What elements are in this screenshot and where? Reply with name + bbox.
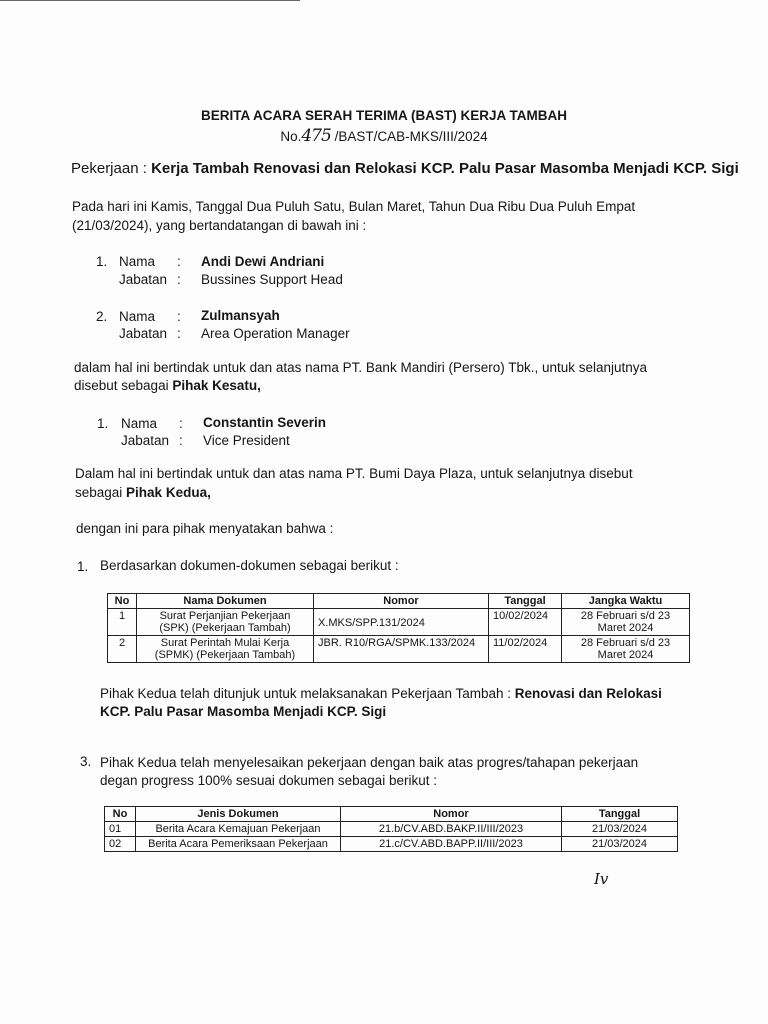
pihak-kedua: Pihak Kedua, [126, 485, 211, 500]
table-header-row [105, 807, 678, 822]
cell-text: Maret 2024 [597, 622, 654, 634]
column-header: Jangka Waktu [562, 594, 690, 609]
document-number-handwritten: 475 [301, 126, 331, 146]
pekerjaan-value: Kerja Tambah Renovasi dan Relokasi KCP. Palu Pasar Masomba Menjadi KCP. Sigi [151, 160, 739, 177]
cell-tanggal: 21/03/2024 [562, 837, 678, 852]
cell-text: (SPMK) (Pekerjaan Tambah) [154, 649, 296, 661]
first-party-text-line-2 [74, 378, 261, 393]
point-number: 3. [80, 754, 92, 769]
colon: : [177, 309, 181, 324]
party-number: 1. [97, 416, 109, 431]
nama-label: Nama [119, 254, 156, 269]
first-party-text-prefix: disebut sebagai [74, 378, 173, 393]
cell-jenis-dokumen: Berita Acara Kemajuan Pekerjaan [136, 822, 341, 837]
document-title: BERITA ACARA SERAH TERIMA (BAST) KERJA TAMBAH [201, 108, 567, 123]
point-1-after-bold: Renovasi dan Relokasi [514, 686, 662, 701]
cell-text: (SPK) (Pekerjaan Tambah) [159, 622, 291, 634]
cell-no: 01 [105, 822, 136, 837]
intro-line-2: (21/03/2024), yang bertandatangan di bawah ini : [72, 218, 367, 233]
column-header: No [105, 807, 136, 822]
colon: : [177, 326, 181, 341]
cell-tanggal: 21/03/2024 [562, 822, 678, 837]
cell-nomor: JBR. R10/RGA/SPMK.133/2024 [314, 636, 489, 663]
column-header: Nomor [314, 594, 489, 609]
party-position: Bussines Support Head [201, 272, 343, 287]
cell-tanggal: 10/02/2024 [489, 609, 562, 636]
nama-label: Nama [119, 309, 156, 324]
cell-no: 02 [105, 837, 136, 852]
pekerjaan-line [71, 160, 739, 177]
colon: : [179, 416, 183, 431]
cell-no: 1 [108, 609, 137, 636]
cell-text: 28 Februari s/d 23 [580, 637, 671, 649]
party-number: 2. [96, 309, 108, 324]
cell-jangka-waktu [562, 609, 690, 636]
table-row [108, 636, 690, 663]
column-header: Nomor [341, 807, 562, 822]
nama-label: Nama [121, 416, 158, 431]
document-number-prefix: No. [280, 129, 302, 144]
cell-nama-dokumen [137, 636, 314, 663]
cell-nomor: 21.c/CV.ABD.BAPP.II/III/2023 [341, 837, 562, 852]
cell-text: Surat Perjanjian Pekerjaan [159, 610, 291, 622]
cell-no: 2 [108, 636, 137, 663]
jabatan-label: Jabatan [119, 272, 168, 287]
jabatan-label: Jabatan [119, 326, 168, 341]
cell-text: Surat Perintah Mulai Kerja [160, 637, 290, 649]
intro-line-1: Pada hari ini Kamis, Tanggal Dua Puluh Satu, Bulan Maret, Tahun Dua Ribu Dua Puluh Empat [72, 199, 636, 214]
colon: : [177, 272, 181, 287]
point-3-line-2: degan progress 100% sesuai dokumen sebagai berikut : [100, 773, 437, 788]
scan-edge-line [0, 0, 300, 1]
party-name: Zulmansyah [201, 308, 280, 323]
column-header: Nama Dokumen [137, 594, 314, 609]
cell-jenis-dokumen: Berita Acara Pemeriksaan Pekerjaan [136, 837, 341, 852]
point-1-after-prefix: Pihak Kedua telah ditunjuk untuk melaksanakan Pekerjaan Tambah : [100, 686, 515, 701]
table-row [105, 822, 678, 837]
first-party-text-line-1: dalam hal ini bertindak untuk dan atas nama PT. Bank Mandiri (Persero) Tbk., untuk selanjutnya [74, 360, 648, 375]
handwritten-initials: Iv [594, 870, 609, 888]
column-header: Tanggal [562, 807, 678, 822]
cell-nama-dokumen [137, 609, 314, 636]
colon: : [179, 433, 183, 448]
pihak-kesatu: Pihak Kesatu, [172, 378, 261, 393]
point-1-after-line-1 [100, 686, 662, 701]
cell-text: 28 Februari s/d 23 [580, 610, 671, 622]
party-position: Vice President [203, 433, 290, 448]
second-party-text-prefix: sebagai [75, 485, 127, 500]
pekerjaan-label: Pekerjaan : [71, 160, 147, 177]
document-number [0, 126, 768, 146]
jabatan-label: Jabatan [121, 433, 170, 448]
cell-nomor: 21.b/CV.ABD.BAKP.II/III/2023 [341, 822, 562, 837]
documents-table [107, 593, 690, 663]
table-row [105, 837, 678, 852]
table-header-row [108, 594, 690, 609]
party-name: Constantin Severin [203, 415, 327, 430]
point-number: 1. [77, 559, 89, 574]
column-header: No [108, 594, 137, 609]
document-number-suffix: /BAST/CAB-MKS/III/2024 [334, 129, 488, 144]
table-row [108, 609, 690, 636]
cell-jangka-waktu [562, 636, 690, 663]
colon: : [177, 254, 181, 269]
cell-tanggal: 11/02/2024 [489, 636, 562, 663]
second-party-text-line-2 [75, 485, 211, 500]
second-party-text-line-1: Dalam hal ini bertindak untuk dan atas nama PT. Bumi Daya Plaza, untuk selanjutnya disebut [75, 466, 633, 481]
point-1-after-line-2: KCP. Palu Pasar Masomba Menjadi KCP. Sigi [100, 704, 387, 719]
column-header: Tanggal [489, 594, 562, 609]
column-header: Jenis Dokumen [136, 807, 341, 822]
statement: dengan ini para pihak menyatakan bahwa : [76, 521, 334, 536]
party-name: Andi Dewi Andriani [201, 254, 325, 269]
point-1-text: Berdasarkan dokumen-dokumen sebagai berikut : [100, 558, 399, 573]
point-3-line-1: Pihak Kedua telah menyelesaikan pekerjaan dengan baik atas progres/tahapan pekerjaan [100, 755, 639, 770]
progress-documents-table [104, 806, 678, 852]
cell-text: Maret 2024 [597, 649, 654, 661]
party-position: Area Operation Manager [201, 326, 350, 341]
cell-nomor: X.MKS/SPP.131/2024 [314, 609, 489, 636]
party-number: 1. [96, 254, 108, 269]
